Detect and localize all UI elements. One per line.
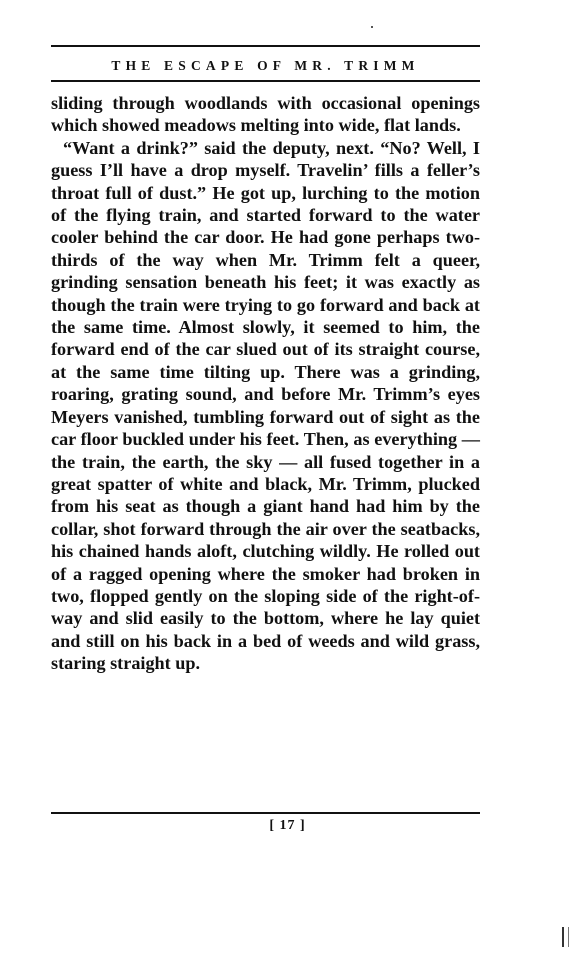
page-number: [ 17 ] <box>269 818 306 833</box>
scan-edge-mark <box>562 927 569 947</box>
body-paragraph-2: “Want a drink?” said the deputy, next. “No? Well, I guess I’ll have a drop myself. Travelin’ fills a feller’s throat full of dust.” He got up, lurching to the motion of the flying train, and started forward to the water cooler behind the car door. He had gone perhaps two-thirds of the way when Mr. Trimm felt a queer, grinding sensation beneath his feet; it was exactly as though the train were trying to go forward and back at the same time. Almost slowly, it seemed to him, the forward end of the car slued out of its straight course, at the same time tilting up. There was a grinding, roaring, grating sound, and before Mr. Trimm’s eyes Meyers vanished, tumbling forward out of sight as the car floor buckled under his feet. Then, as everything — the train, the earth, the sky — all fused together in a great spatter of white and black, Mr. Trimm, plucked from his seat as though a giant hand had him by the collar, shot forward through the air over the seatbacks, his chained hands aloft, clutching wildly. He rolled out of a ragged opening where the smoker had broken in two, flopped gently on the sloping side of the right-of-way and slid easily to the bottom, where he lay quiet and still on his back in a bed of weeds and wild grass, staring straight up. <box>51 137 480 674</box>
body-paragraph-1: sliding through woodlands with occasional openings which showed meadows melting into wide, flat lands. <box>51 93 480 136</box>
footer-rule <box>51 812 480 814</box>
header-bottom-rule <box>51 80 480 82</box>
page-body <box>51 92 480 675</box>
scan-speck <box>371 26 373 28</box>
running-title: THE ESCAPE OF MR. TRIMM <box>111 58 420 73</box>
page-header <box>51 45 480 82</box>
header-top-rule <box>51 45 480 47</box>
